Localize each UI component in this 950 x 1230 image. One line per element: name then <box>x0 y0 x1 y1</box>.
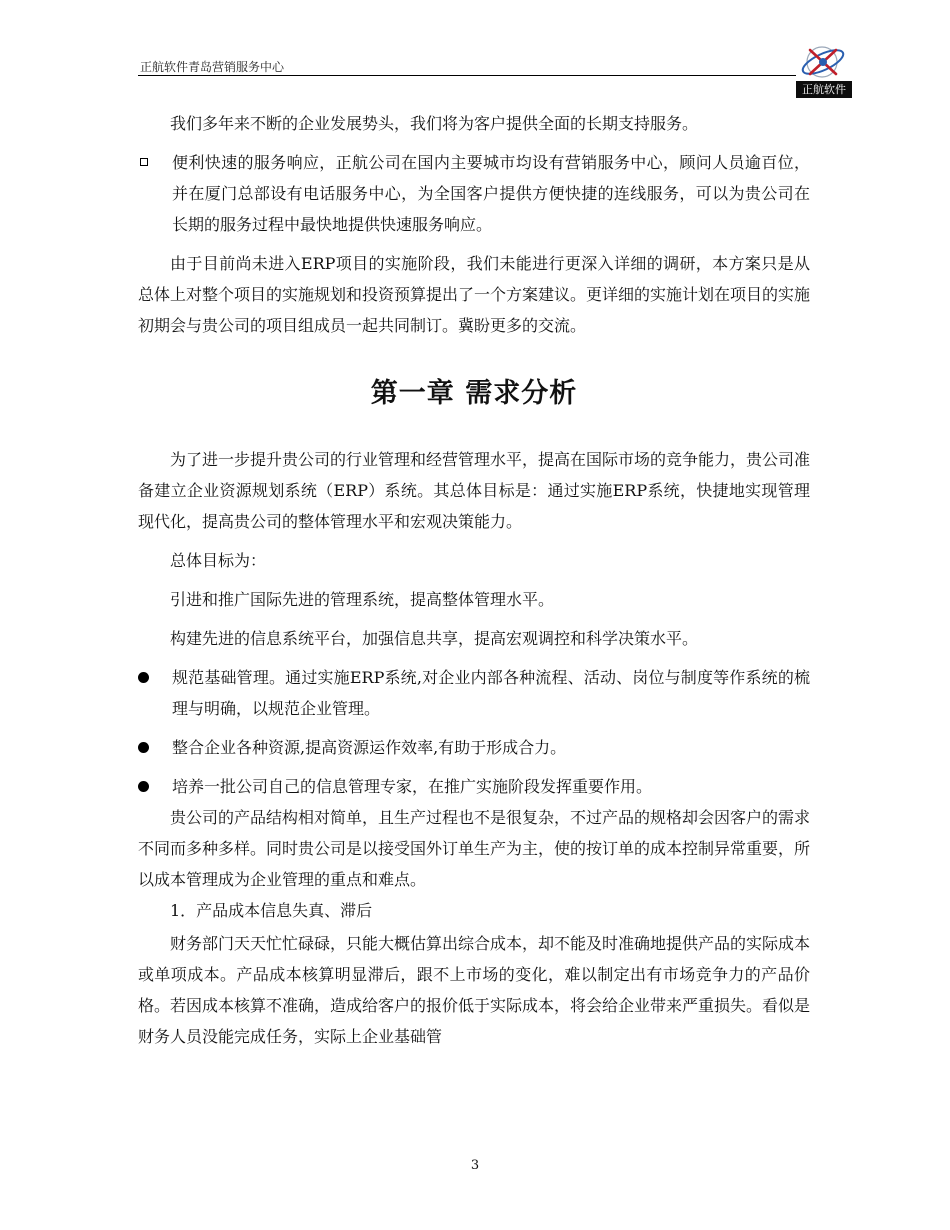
logo-caption: 正航软件 <box>796 81 852 98</box>
list-item-text: 便利快速的服务响应，正航公司在国内主要城市均设有营销服务中心，顾问人员逾百位，并在厦门总部设有电话服务中心，为全国客户提供方便快捷的连线服务，可以为贵公司在长期的服务过程中最快地提供快速服务响应。 <box>172 153 810 234</box>
list-item-text: 培养一批公司自己的信息管理专家，在推广实施阶段发挥重要作用。 <box>172 777 653 796</box>
paragraph: 为了进一步提升贵公司的行业管理和经营管理水平，提高在国际市场的竞争能力，贵公司准备建立企业资源规划系统（ERP）系统。其总体目标是：通过实施ERP系统，快捷地实现管理现代化，提高贵公司的整体管理水平和宏观决策能力。 <box>138 450 811 531</box>
chapter-title: 第一章 需求分析 <box>370 378 578 409</box>
list-item <box>138 732 810 763</box>
page-number: 3 <box>470 1158 480 1173</box>
square-bullet-icon <box>140 158 148 166</box>
paragraph: 由于目前尚未进入ERP项目的实施阶段，我们未能进行更深入详细的调研，本方案只是从总体上对整个项目的实施规划和投资预算提出了一个方案建议。更详细的实施计划在项目的实施初期会与贵公司的项目组成员一起共同制订。冀盼更多的交流。 <box>138 254 811 335</box>
header-company-name: 正航软件青岛营销服务中心 <box>140 60 285 74</box>
round-bullet-icon <box>138 742 149 753</box>
document-body <box>138 108 810 1052</box>
header-divider <box>138 75 796 76</box>
paragraph: 构建先进的信息系统平台，加强信息共享，提高宏观调控和科学决策水平。 <box>170 629 699 648</box>
paragraph: 贵公司的产品结构相对简单，且生产过程也不是很复杂，不过产品的规格却会因客户的需求不同而多种多样。同时贵公司是以接受国外订单生产为主，使的按订单的成本控制异常重要，所以成本管理成为企业管理的重点和难点。 <box>138 808 811 889</box>
company-logo <box>796 40 852 98</box>
list-item-text: 整合企业各种资源,提高资源运作效率,有助于形成合力。 <box>172 738 567 757</box>
list-item <box>138 771 810 802</box>
list-item-text: 规范基础管理。通过实施ERP系统,对企业内部各种流程、活动、岗位与制度等作系统的梳理与明确，以规范企业管理。 <box>172 668 810 718</box>
logo-globe-icon <box>796 40 852 82</box>
list-item <box>138 662 810 724</box>
paragraph: 总体目标为： <box>170 551 267 570</box>
round-bullet-icon <box>138 781 149 792</box>
paragraph: 我们多年来不断的企业发展势头，我们将为客户提供全面的长期支持服务。 <box>170 114 699 133</box>
section-heading: 1．产品成本信息失真、滞后 <box>170 901 373 920</box>
list-item <box>138 147 810 240</box>
paragraph: 财务部门天天忙忙碌碌，只能大概估算出综合成本，却不能及时准确地提供产品的实际成本或单项成本。产品成本核算明显滞后，跟不上市场的变化，难以制定出有市场竞争力的产品价格。若因成本核算不准确，造成给客户的报价低于实际成本，将会给企业带来严重损失。看似是财务人员没能完成任务，实际上企业基础管 <box>138 934 811 1046</box>
paragraph: 引进和推广国际先进的管理系统，提高整体管理水平。 <box>170 590 555 609</box>
round-bullet-icon <box>138 672 149 683</box>
